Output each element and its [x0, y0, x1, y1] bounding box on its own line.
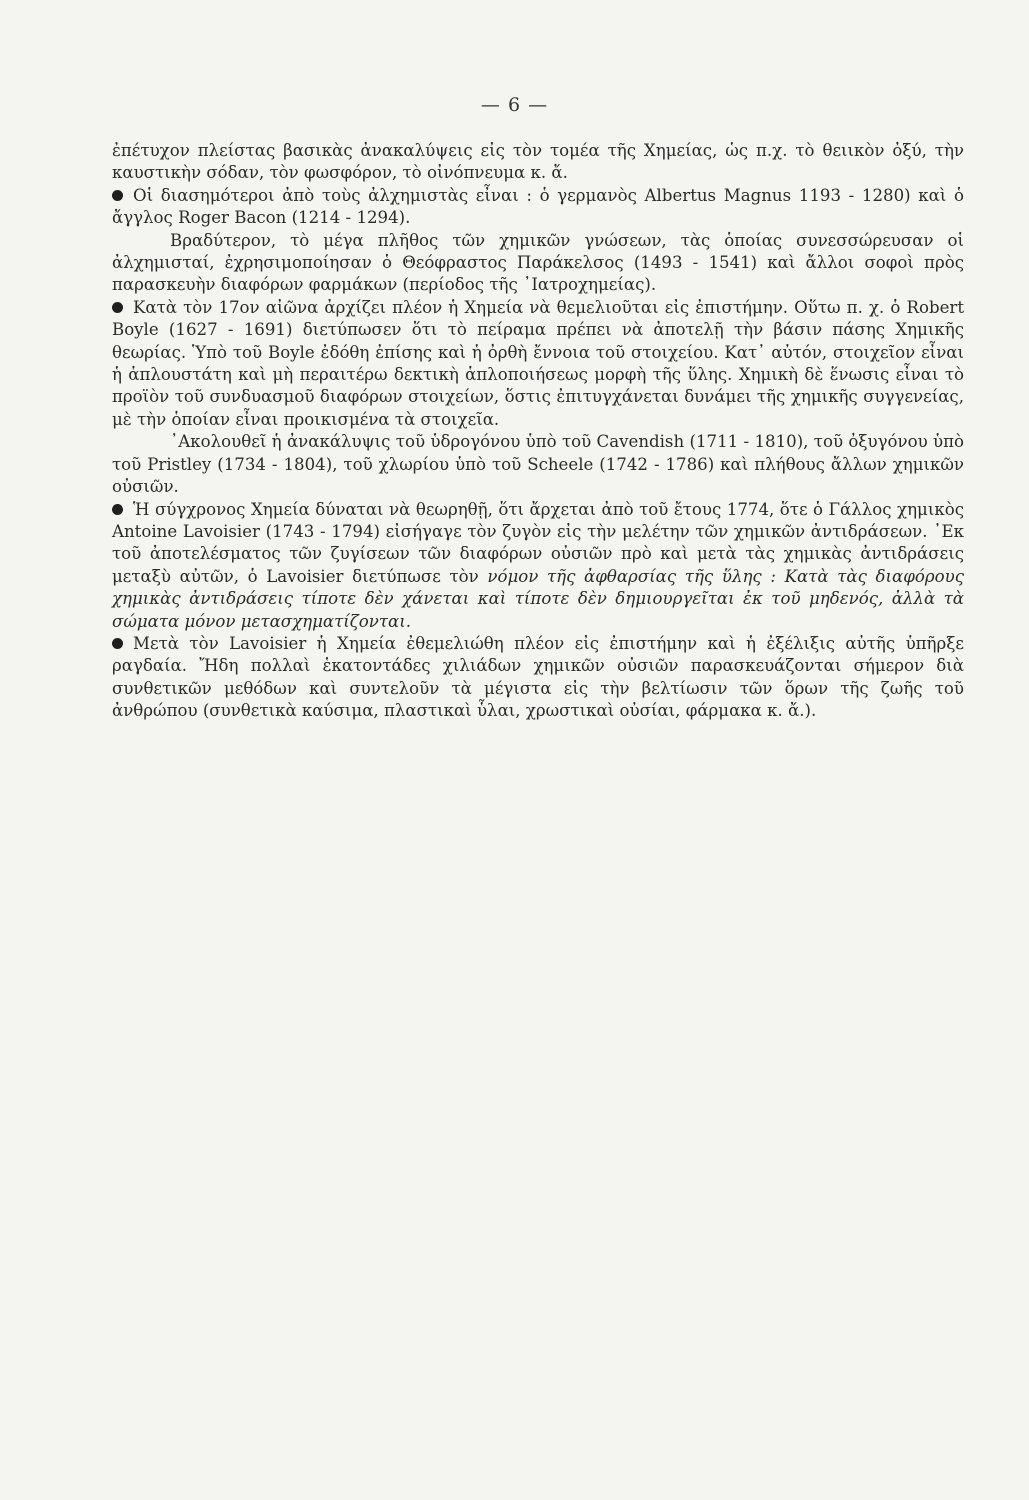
- paragraph-4-text: Κατὰ τὸν 17ον αἰῶνα ἀρχίζει πλέον ἡ Χημεία νὰ θεμελιοῦται εἰς ἐπιστήμην. Οὕτω π. χ. ὁ Robert Boyle (1627 - 1691) διετύπωσεν ὅτι τὸ πείραμα πρέπει νὰ ἀποτελῇ τὴν βάσιν πάσης Χημικῆς θεωρίας. Ὑπὸ τοῦ Boyle ἐδόθη ἐπίσης καὶ ἡ ὀρθὴ ἔννοια τοῦ στοιχείου. Κατ᾽ αὐτόν, στοιχεῖον εἶναι ἡ ἁπλουστάτη καὶ μὴ περαιτέρω δεκτικὴ ἁπλοποιήσεως μορφὴ τῆς ὕλης. Χημικὴ δὲ ἕνωσις εἶναι τὸ προϊὸν τοῦ συνδυασμοῦ διαφόρων στοιχείων, ὅστις ἐπιτυγχάνεται δυνάμει τῆς χημικῆς συγγενείας, μὲ τὴν ὁποίαν εἶναι προικισμένα τὰ στοιχεῖα.: [112, 297, 964, 429]
- paragraph-5: ᾽Ακολουθεῖ ἡ ἀνακάλυψις τοῦ ὑδρογόνου ὑπὸ τοῦ Cavendish (1711 - 1810), τοῦ ὀξυγόνου ὑπὸ τοῦ Pristley (1734 - 1804), τοῦ χλωρίου ὑπὸ τοῦ Scheele (1742 - 1786) καὶ πλήθους ἄλλων χημικῶν οὐσιῶν.: [112, 432, 964, 497]
- bullet-icon: [112, 504, 123, 515]
- paragraph-6: [112, 499, 964, 633]
- paragraph-3: Βραδύτερον, τὸ μέγα πλῆθος τῶν χημικῶν γνώσεων, τὰς ὁποίας συνεσσώρευσαν οἱ ἀλχημισταί, ἐχρησιμοποίησαν ὁ Θεόφραστος Παράκελσος (1493 - 1541) καὶ ἄλλοι σοφοὶ πρὸς παρασκευὴν διαφόρων φαρμάκων (περίοδος τῆς ᾽Ιατροχημείας).: [112, 230, 964, 295]
- paragraph-2: [112, 185, 964, 230]
- paragraph-6-text: Ἡ σύγχρονος Χημεία δύναται νὰ θεωρηθῇ, ὅτι ἄρχεται ἀπὸ τοῦ ἔτους 1774, ὅτε ὁ Γάλλος χημικὸς Antoine Lavoisier (1743 - 1794) εἰσήγαγε τὸν ζυγὸν εἰς τὴν μελέτην τῶν χημικῶν ἀντιδράσεων. ᾽Εκ τοῦ ἀποτελέσματος τῶν ζυγίσεων τῶν διαφόρων οὐσιῶν πρὸ καὶ μετὰ τὰς χημικὰς ἀντιδράσεις μεταξὺ αὐτῶν, ὁ Lavoisier διετύπωσε τὸν: [112, 499, 964, 586]
- paragraph-2-text: Οἱ διασημότεροι ἀπὸ τοὺς ἀλχημιστὰς εἶναι : ὁ γερμανὸς Albertus Magnus 1193 - 1280) καὶ ὁ ἄγγλος Roger Bacon (1214 - 1294).: [112, 185, 964, 228]
- paragraph-4: [112, 297, 964, 431]
- paragraph-7: [112, 633, 964, 723]
- bullet-icon: [112, 302, 123, 313]
- law-of-conservation-statement: νόμον τῆς ἀφθαρσίας τῆς ὕλης : Κατὰ τὰς διαφόρους χημικὰς ἀντιδράσεις τίποτε δὲν χάνεται καὶ τίποτε δὲν δημιουργεῖται ἐκ τοῦ μηδενός, ἀλλὰ τὰ σώματα μόνον μετασχηματίζονται.: [112, 566, 964, 631]
- document-body: [112, 140, 964, 723]
- paragraph-7-text: Μετὰ τὸν Lavoisier ἡ Χημεία ἐθεμελιώθη πλέον εἰς ἐπιστήμην καὶ ἡ ἐξέλιξις αὐτῆς ὑπῆρξε ραγδαία. Ἤδη πολλαὶ ἑκατοντάδες χιλιάδων χημικῶν οὐσιῶν παρασκευάζονται σήμερον διὰ συνθετικῶν μεθόδων καὶ συντελοῦν τὰ μέγιστα εἰς τὴν βελτίωσιν τῶν ὅρων τῆς ζωῆς τοῦ ἀνθρώπου (συνθετικὰ καύσιμα, πλαστικαὶ ὗλαι, χρωστικαὶ οὐσίαι, φάρμακα κ. ἄ.).: [112, 633, 964, 721]
- page-number: — 6 —: [480, 94, 549, 116]
- bullet-icon: [112, 638, 123, 649]
- paragraph-1: ἐπέτυχον πλείστας βασικὰς ἀνακαλύψεις εἰς τὸν τομέα τῆς Χημείας, ὡς π.χ. τὸ θειικὸν ὀξύ, τὴν καυστικὴν σόδαν, τὸν φωσφόρον, τὸ οἰνόπνευμα κ. ἄ.: [112, 141, 964, 183]
- bullet-icon: [112, 190, 123, 201]
